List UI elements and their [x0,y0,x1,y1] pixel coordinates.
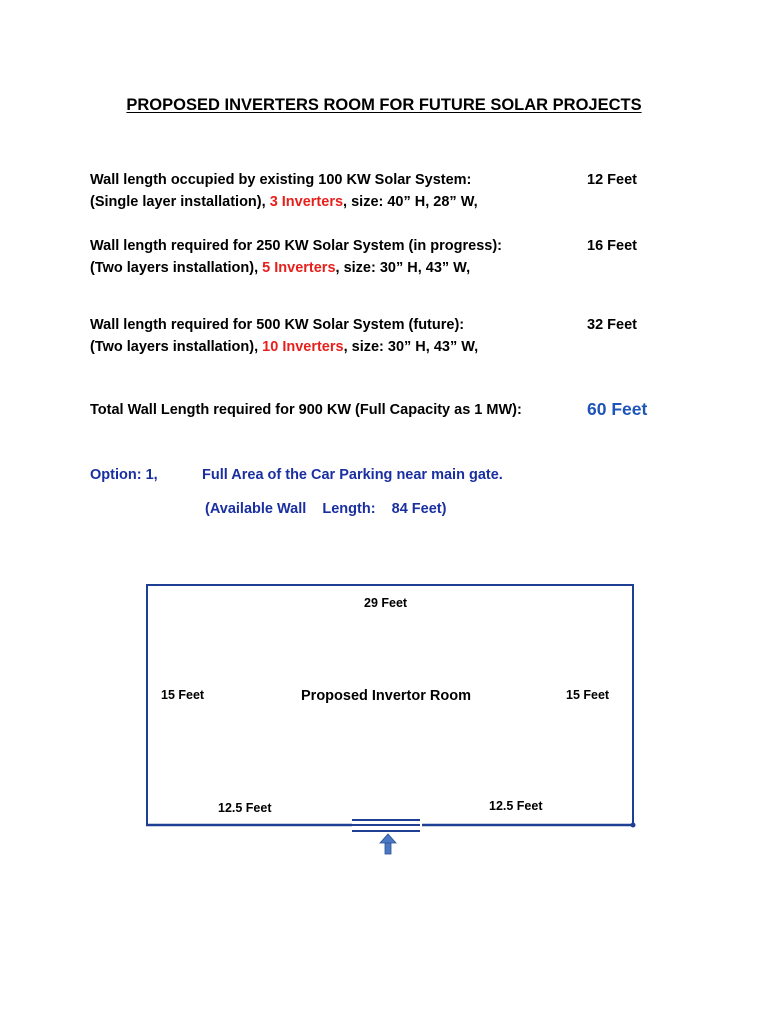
row-250kw-size: , size: 30” H, 43” W, [335,260,471,276]
row-500kw-description: Wall length required for 500 KW Solar System (future): [90,317,465,333]
row-500kw-installation: (Two layers installation), [90,339,263,355]
row-100kw-length: 12 Feet [587,172,637,188]
row-250kw-description: Wall length required for 250 KW Solar System (in progress): [90,238,502,254]
row-250kw-length: 16 Feet [587,238,637,254]
option-label: Option: 1, [90,467,158,483]
row-100kw-inverters: 3 Inverters [269,194,344,210]
bottom-right-wall-length: 12.5 Feet [489,799,543,813]
row-100kw-description: Wall length occupied by existing 100 KW Solar System: [90,172,472,188]
total-label: Total Wall Length required for 900 KW (Full Capacity as 1 MW): [90,402,522,418]
row-100kw-installation: (Single layer installation), [90,194,270,210]
total-value: 60 Feet [587,399,648,419]
row-250kw-installation: (Two layers installation), [90,260,263,276]
room-name: Proposed Invertor Room [301,688,471,704]
corner-marker [631,823,636,828]
row-500kw-inverters: 10 Inverters [262,339,344,355]
left-wall-length: 15 Feet [161,688,205,702]
row-100kw-size: , size: 40” H, 28” W, [343,194,478,210]
option-description: Full Area of the Car Parking near main gate. [202,467,503,483]
row-500kw-length: 32 Feet [587,317,637,333]
bottom-left-wall-length: 12.5 Feet [218,801,272,815]
top-wall-length: 29 Feet [364,596,408,610]
right-wall-length: 15 Feet [566,688,610,702]
row-250kw-inverters: 5 Inverters [262,260,336,276]
row-500kw-size: , size: 30” H, 43” W, [343,339,479,355]
entrance-arrow-icon [380,834,396,854]
document-title: PROPOSED INVERTERS ROOM FOR FUTURE SOLAR PROJECTS [126,96,642,114]
option-available-length: (Available Wall Length: 84 Feet) [205,501,447,517]
